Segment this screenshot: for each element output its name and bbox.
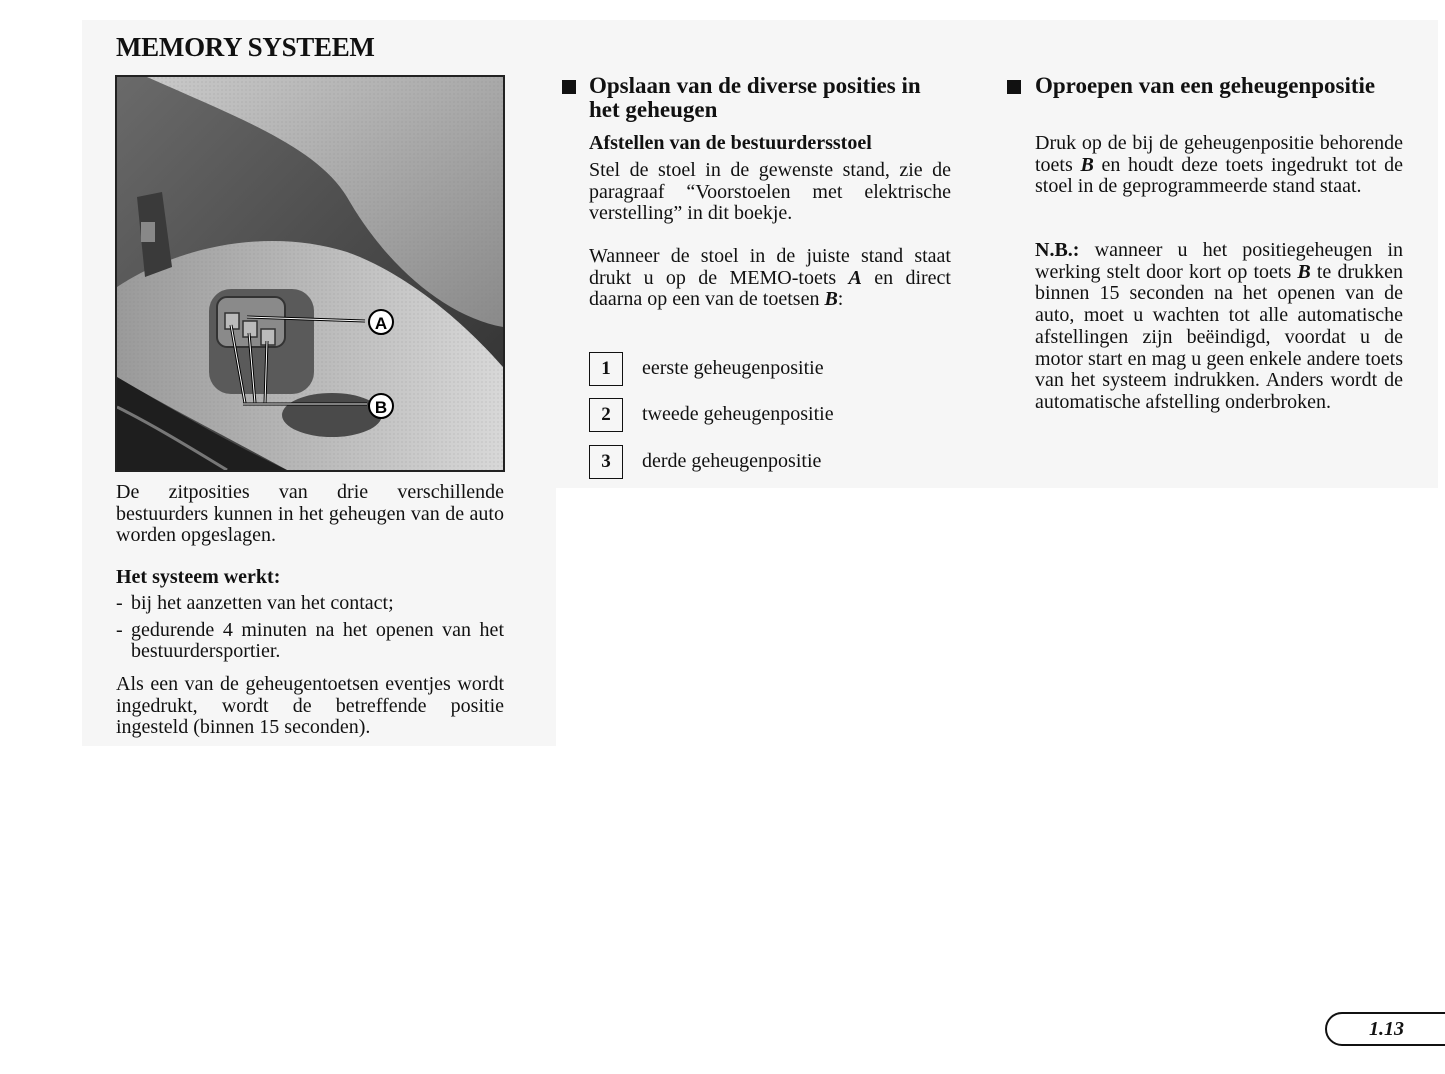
memory-position-label: derde geheugenpositie — [642, 450, 822, 472]
recall-position-heading: Oproepen van een geheugenpositie — [1035, 73, 1376, 98]
key-b-reference: B — [1297, 260, 1311, 283]
conditions-list — [116, 593, 504, 668]
callout-a-label: A — [374, 314, 388, 333]
list-dash: - — [116, 618, 123, 641]
condition-text: gedurende 4 minuten na het openen van het bestuurdersportier. — [131, 618, 504, 663]
note-text-start: wanneer u het positiegeheugen in werking stelt door kort op toets — [1035, 239, 1403, 283]
memo-text-mid: en direct daarna op een van de toetsen — [589, 266, 951, 311]
memory-key-3-icon: 3 — [589, 445, 623, 479]
closing-text: Als een van de geheugentoetsen eventjes wordt ingedrukt, wordt de betreffende positie ingesteld (binnen 15 seconden). — [116, 673, 504, 739]
page-number: 1.13 — [1325, 1012, 1445, 1046]
key-b-reference: B — [1080, 153, 1094, 176]
adjust-seat-subheading: Afstellen van de bestuurdersstoel — [589, 132, 872, 154]
square-bullet-icon — [562, 80, 576, 94]
intro-text: De zitposities van drie verschillende bestuurders kunnen in het geheugen van de auto worden opgeslagen. — [116, 481, 504, 547]
recall-text-start: Druk op de bij de geheugenpositie behorende toets — [1035, 132, 1403, 176]
callout-b-label: B — [374, 398, 388, 417]
list-item — [116, 593, 504, 615]
memory-key-2-icon: 2 — [589, 398, 623, 432]
memory-key-1-icon: 1 — [589, 352, 623, 386]
memo-text-end: : — [837, 288, 844, 311]
adjust-seat-paragraph — [589, 160, 951, 225]
square-bullet-icon — [1007, 80, 1021, 94]
note-text-end: te drukken binnen 15 seconden na het openen van de auto, moet u wachten tot alle automatische afstellingen zijn beëindigd, voordat u de motor start en mag u geen enkele andere toets van het systeem indrukken. Anders wordt de automatische afstelling onderbroken. — [1035, 260, 1403, 413]
key-a-reference: A — [848, 266, 862, 289]
memory-position-label: eerste geheugenpositie — [642, 357, 824, 379]
system-heading: Het systeem werkt: — [116, 566, 281, 588]
memory-position-label: tweede geheugenpositie — [642, 403, 834, 425]
adjust-seat-text: Stel de stoel in de gewenste stand, zie de paragraaf “Voorstoelen met elektrische verstelling” in dit boekje. — [589, 159, 951, 225]
recall-paragraph — [1035, 133, 1403, 198]
seat-memory-photo — [115, 75, 505, 472]
memo-paragraph — [589, 246, 951, 311]
list-dash: - — [116, 592, 123, 614]
list-item — [116, 620, 504, 663]
closing-paragraph — [116, 674, 504, 739]
condition-text: bij het aanzetten van het contact; — [131, 592, 394, 614]
key-b-reference: B — [824, 288, 838, 311]
note-paragraph — [1035, 240, 1403, 414]
memo-text-start: Wanneer de stoel in de juiste stand staat drukt u op de MEMO-toets — [589, 245, 951, 289]
page-title: MEMORY SYSTEEM — [116, 32, 375, 62]
note-label: N.B.: — [1035, 239, 1080, 261]
store-positions-heading: Opslaan van de diverse posities in het geheugen — [589, 73, 921, 122]
recall-text-end: en houdt deze toets ingedrukt tot de stoel in de geprogrammeerde stand staat. — [1035, 153, 1403, 198]
intro-paragraph — [116, 482, 504, 547]
